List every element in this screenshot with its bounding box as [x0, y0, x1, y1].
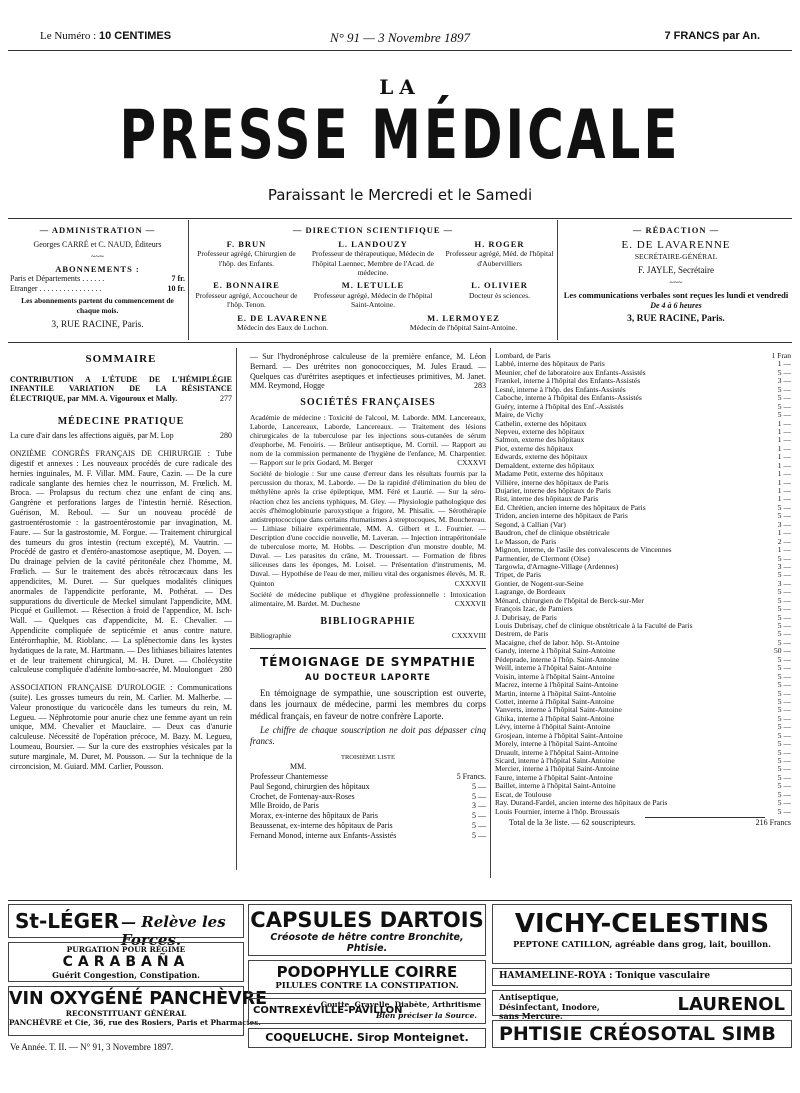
- subscriber-row: [495, 605, 791, 613]
- subscriber-amount: 1 —: [777, 494, 791, 504]
- ad-capsules-dartois: CAPSULES DARTOIS Créosote de hêtre contre Bronchite, Phtisie.: [248, 904, 486, 956]
- middle-column: [250, 352, 486, 841]
- director-lermoyez: M. LERMOYEZ Médecin de l'hôpital Saint-Antoine.: [409, 312, 518, 333]
- subscriber-row: [495, 757, 791, 765]
- temoignage-subheading: AU DOCTEUR LAPORTE: [305, 673, 431, 684]
- subscriber-name: Segond, à Callian (Var): [495, 520, 566, 529]
- director-brun: F. BRUN Professeur agrégé, Chirurgien de l'hôp. des Enfants.: [197, 238, 296, 268]
- subscriber-row: [495, 512, 791, 520]
- subscriber-amount: 1 —: [777, 418, 791, 428]
- redaction-secretary: F. JAYLE, Secrétaire: [638, 264, 714, 275]
- subscriber-row: [250, 821, 486, 831]
- subscriber-amount: 3 —: [777, 561, 791, 571]
- subscriber-name: Fernand Monod, interne aux Enfants-Assistés: [250, 830, 397, 840]
- subscriber-row: [495, 664, 791, 672]
- subscriber-name: Madame Petit, externe des hôpitaux: [495, 470, 604, 479]
- subscriber-amount: 5 —: [777, 384, 791, 394]
- ad-creosotal: PHTISIE CRÉOSOTAL SIMB: [492, 1020, 792, 1048]
- column-divider: [490, 348, 491, 878]
- subscriber-name: Paul Segond, chirurgien des hôpitaux: [250, 781, 370, 791]
- subscriber-row: [495, 588, 791, 596]
- subscriber-amount: 5 —: [777, 781, 791, 791]
- subscriber-amount: 5 —: [777, 671, 791, 681]
- societes-heading: SOCIÉTÉS FRANÇAISES: [300, 397, 436, 409]
- redaction-name: E. DE LAVARENNE: [621, 238, 731, 251]
- subscriber-row: [495, 782, 791, 790]
- subscriber-row: [495, 436, 791, 444]
- subscriber-name: J. Dubrisay, de Paris: [495, 613, 557, 622]
- subscriber-amount: 3 —: [777, 578, 791, 588]
- subscriber-name: Sicard, interne à l'hôpital Saint-Antoine: [495, 757, 615, 765]
- redaction-address: 3, RUE RACINE, Paris.: [627, 313, 725, 324]
- subscriber-name: Louis Fournier, interne à l'hôp. Broussais: [495, 807, 620, 816]
- subscriber-amount: 5 —: [777, 806, 791, 816]
- subscriber-row: [495, 715, 791, 723]
- subscriber-name: Faure, interne à l'hôpital Saint-Antoine: [495, 773, 613, 782]
- temoignage-text: En témoignage de sympathie, une souscription est ouverte, dans les journaux de médecine, parmi les membres du corps médical français, en faveur de notre confrère Laporte.: [250, 687, 486, 721]
- subscriber-row: [495, 732, 791, 740]
- subscriber-row: [495, 487, 791, 495]
- sommaire-column: [10, 350, 232, 772]
- subscriber-name: Pédeprade, interne à l'hôp. Saint-Antoine: [495, 655, 620, 664]
- subscriber-row: [495, 698, 791, 706]
- subscriber-amount: 5 —: [777, 553, 791, 563]
- temoignage-heading: TÉMOIGNAGE DE SYMPATHIE: [260, 655, 476, 670]
- ad-stleger: St-LÉGER — Relève les Forces.: [8, 904, 244, 938]
- masthead-la: LA: [379, 75, 421, 99]
- subscriber-amount: 5 —: [777, 756, 791, 765]
- director-lavarenne: E. DE LAVARENNE Médecin des Eaux de Luchon.: [236, 312, 328, 333]
- subscriptions-heading: ABONNEMENTS :: [55, 263, 140, 274]
- article-cure-air: La cure d'air dans les affections aiguës, par M. Lop 280: [10, 431, 232, 441]
- subscriber-row: [495, 495, 791, 503]
- subscriber-amount: 5 —: [777, 570, 791, 580]
- subscriber-amount: 5 —: [777, 789, 791, 799]
- right-column: [495, 352, 791, 828]
- subscriber-name: Caboche, interne à l'hôpital des Enfants-Assistés: [495, 394, 642, 403]
- subscriber-name: Villière, interne des hôpitaux de Paris: [495, 478, 609, 487]
- subscriber-row: [495, 639, 791, 647]
- subscriber-row: [495, 614, 791, 622]
- subscriber-name: Macaigne, chef de labor. hôp. St-Antoine: [495, 638, 620, 647]
- subscriber-name: Lesné, interne à l'hôp. des Enfants-Assistés: [495, 385, 626, 394]
- subscriber-amount: 5 —: [777, 502, 791, 512]
- administration-box: [10, 225, 185, 340]
- subscriber-name: Druault, interne à l'hôpital Saint-Antoine: [495, 748, 619, 757]
- subscriber-row: [495, 799, 791, 807]
- subscriber-amount: 5 —: [777, 772, 791, 782]
- medecine-pratique-heading: MÉDECINE PRATIQUE: [57, 416, 185, 427]
- subscriber-name: Meunier, chef de laboratoire aux Enfants-Assistés: [495, 368, 646, 377]
- subscriber-row: [250, 801, 486, 811]
- subscriber-amount: 5 —: [777, 654, 791, 664]
- ad-carabana: PURGATION POUR RÉGIME CARABAÑA Guérit Congestion, Constipation.: [8, 942, 244, 982]
- issue-line: [40, 30, 760, 48]
- subscriber-row: [495, 360, 791, 368]
- ad-hamameline: HAMAMELINE-ROYA : Tonique vasculaire: [492, 968, 792, 986]
- subscriber-name: Edwards, externe des hôpitaux: [495, 453, 588, 462]
- subscriber-amount: 5 —: [777, 629, 791, 639]
- ad-panchevre: VIN OXYGÉNÉ PANCHÈVRE RECONSTITUANT GÉNÉRAL PANCHÈVRE et Cie, 36, rue des Rosiers, Paris et Pharmacies.: [8, 986, 244, 1036]
- subscriber-row: [495, 529, 791, 537]
- subscriber-amount: 1 —: [777, 426, 791, 436]
- subscriber-amount: 5 —: [777, 722, 791, 732]
- subscriber-name: Ménard, chirurgien de l'hôpital de Berck-sur-Mer: [495, 596, 645, 605]
- subscriber-row: [495, 774, 791, 782]
- subscriber-row: [495, 453, 791, 461]
- admin-address: 3, RUE RACINE, Paris.: [51, 320, 144, 330]
- subscriber-amount: 5 —: [777, 705, 791, 715]
- price-label: Le Numéro : 10 CENTIMES: [40, 30, 172, 42]
- subscriber-amount: 5 —: [472, 791, 486, 801]
- subscriber-name: Weill, interne à l'hôpital Saint-Antoine: [495, 664, 612, 673]
- subscriber-row: [495, 521, 791, 529]
- subscriber-name: Mlle Broido, de Paris: [250, 801, 319, 811]
- subscriber-name: Lévy, interne à l'hôpital Saint-Antoine: [495, 723, 611, 732]
- subscriber-amount: 1 Fran: [771, 351, 791, 360]
- divider: [188, 220, 189, 340]
- subscriber-row: [250, 782, 486, 792]
- subscriber-name: Frænkel, interne à l'hôpital des Enfants-Assistés: [495, 377, 641, 386]
- subscriber-name: Targowla, d'Arnagne-Village (Ardennes): [495, 562, 619, 571]
- subscriber-name: Baillet, interne à l'hôpital Saint-Antoine: [495, 782, 616, 791]
- subscriber-row: [495, 352, 791, 360]
- subscriber-row: [495, 479, 791, 487]
- subscriber-row: [495, 673, 791, 681]
- bibliographie-entry: Bibliographie CXXXVIII: [250, 631, 486, 641]
- subscriber-amount: 5 —: [777, 663, 791, 673]
- subscriber-name: Crochet, de Fontenay-aux-Roses: [250, 791, 355, 801]
- subscription-list-middle: [250, 772, 486, 841]
- subscriber-row: [495, 462, 791, 470]
- subscriber-row: [495, 470, 791, 478]
- subscriber-amount: 5 —: [777, 587, 791, 597]
- ad-laurenol: Antiseptique, Désinfectant, Inodore, sans Mercure. LAURENOL: [492, 990, 792, 1016]
- subscriber-name: Ray. Durand-Fardel, ancien interne des hôpitaux de Paris: [495, 799, 668, 808]
- subscriber-row: [250, 792, 486, 802]
- subscriber-amount: 5 —: [777, 410, 791, 420]
- subscriber-name: Parmentier, de Clermont (Oise): [495, 554, 590, 563]
- subscriber-row: [495, 563, 791, 571]
- subscriber-amount: 1 —: [777, 460, 791, 470]
- societe-biologie: Société de biologie : Sur une cause d'erreur dans les résultats fournis par la percussion du thorax, M. Laborde. — De la rapidité d'élimination du bleu de méthylène après la crise épileptique, MM. Féré et Laurié. — Sur la séro-réaction chez les anciens typhiques, M. Gley. — Physiologie pathologique des accès d'hémoglobinurie paroxystique a frigore, M. Phisalix. — Sérothérapie antistreptococcique dans certains rhumatismes à streptocoques, M. Bouchereau. — Lithiase biliaire expérimentale, MM. A. Gilbert et L. Fournier. — Description d'une coccidie nouvelle, M. Laveran. — Injection intrapéritonéale de tuberculose morte, M. Hobbs. — Description d'un monstre double, M. Duval. — Les parasites du crâne, M. Trouessart. — Formation de fibres siliceuses dans les éponges, M. Loisel. — Présentation d'instruments, M. Duval. — Hypothèse de l'eau de mer, milieu vital des organismes élevés, M. R. Quinton CXXXVII: [250, 469, 487, 588]
- direction-box: [192, 225, 554, 340]
- subscriber-amount: 5 —: [777, 688, 791, 698]
- subscriber-row: [495, 386, 791, 394]
- subscriber-name: Ed. Chrétien, ancien interne des hôpitaux de Paris: [495, 503, 646, 512]
- subscriber-row: [495, 445, 791, 453]
- ad-coqueluche: COQUELUCHE. Sirop Monteignet.: [248, 1028, 486, 1048]
- subscriber-amount: 5 —: [777, 595, 791, 605]
- subscriber-amount: 1 —: [777, 435, 791, 445]
- subscriber-amount: 5 —: [472, 830, 486, 840]
- article-hemiplegie: CONTRIBUTION A L'ÉTUDE DE L'HÉMIPLÉGIE INFANTILE VARIATION DE LA RÉSISTANCE ÉLECTRIQUE, par MM. A. Vigouroux et Mally. 277: [10, 374, 232, 404]
- subscriber-row: [495, 597, 791, 605]
- subscriber-name: Guéry, interne à l'hôpital des Enf.-Assistés: [495, 402, 624, 411]
- issue-number-date: N° 91 — 3 Novembre 1897: [329, 30, 471, 45]
- temoignage-note: Le chiffre de chaque souscription ne doit pas dépasser cinq francs.: [250, 724, 486, 747]
- administration-heading: — ADMINISTRATION —: [39, 225, 156, 235]
- subscriber-row: [495, 420, 791, 428]
- header-top-rule: [8, 218, 792, 219]
- divider: [250, 648, 486, 649]
- subscriber-name: Baudron, chef de clinique obstétricale: [495, 529, 610, 538]
- academie-medecine: Académie de médecine : Toxicité de l'alcool, M. Laborde. MM. Lancereaux, Laborde, Lancereaux, Laborde, Lancereaux. — Traitement des lésions chirurgicales de la tuberculose par les injections sous-cutanées de sérum d'euphorbe, M. Fenoiris. — Brûleur antiseptique, M. Cornil. — Rapport au nom de la commission permanente de l'hygiène de l'enfance, M. Charpentier. — Rapport sur le prix Godard, M. Berger CXXXVI: [250, 412, 486, 468]
- subscription-list-right: [495, 352, 791, 816]
- mm-label: MM.: [290, 762, 307, 772]
- subscriber-name: Morax, ex-interne des hôpitaux de Paris: [250, 811, 378, 821]
- association-urologie: ASSOCIATION FRANÇAISE D'UROLOGIE : Communications (suite). Les grosses tumeurs du rein, M. Carlier. M. Malherbe. — Valeur pronostique du varicocèle dans les tumeurs du rein, M. Legueu. — Néphrotomie pour anurie chez une femme ayant un rein unique, MM. Chevalier et Mauclaire. — Deux cas d'anurie calculeuse. Nécessité de l'opération précoce, M. Bazy. M. Legueu, Loumeau, Boursier. — Sur la cure des exstrophies vésicales par la suture marginale, M. Duret, M. Pousson. — Sur la technique de la circoncision, M. Guiard. MM. Carlier, Pousson.: [10, 683, 232, 771]
- subscriber-row: [495, 538, 791, 546]
- subscriber-amount: 1 —: [777, 452, 791, 462]
- subscriber-amount: 5 —: [777, 401, 791, 411]
- ads-top-rule: [8, 900, 792, 901]
- subscriber-name: Lagrange, de Bordeaux: [495, 588, 566, 597]
- subscriber-row: [495, 690, 791, 698]
- subscriber-row: [495, 723, 791, 731]
- price-abroad: Etranger . . . . . . . . . . . . . . . . 10 fr.: [10, 284, 185, 294]
- subscriber-row: [495, 571, 791, 579]
- subscriber-name: Lombard, de Paris: [495, 352, 551, 360]
- divider: [557, 220, 558, 340]
- subscriber-amount: 5 —: [777, 713, 791, 723]
- subscriber-amount: 5 —: [777, 764, 791, 774]
- subscriber-amount: 3 —: [777, 376, 791, 386]
- subscriber-amount: 1 —: [777, 545, 791, 555]
- subscriber-row: [495, 504, 791, 512]
- subscriber-name: Louis Dubrisay, chef de clinique obstétricale à la Faculté de Paris: [495, 622, 693, 630]
- masthead-title: PRESSE MÉDICALE: [119, 96, 681, 175]
- subscriber-row: [495, 377, 791, 385]
- subscriber-row: [495, 647, 791, 655]
- subscriber-amount: 5 —: [777, 739, 791, 749]
- subscriber-amount: 50 —: [774, 646, 791, 656]
- footer-line: Ve Année. T. II. — N° 91, 3 Novembre 1897.: [10, 1042, 174, 1052]
- subscriber-amount: 5 —: [472, 821, 486, 831]
- subscriber-row: [495, 369, 791, 377]
- subscriber-amount: 5 —: [777, 393, 791, 403]
- director-landouzy: L. LANDOUZY Professeur de thérapeutique, Médecin de l'hôpital Laennec, Membre de l'Acad. de médecine.: [311, 238, 435, 277]
- subscriber-name: Gontier, de Nogent-sur-Seine: [495, 579, 584, 588]
- subscriber-row: [495, 681, 791, 689]
- subscriber-name: Le Masson, de Paris: [495, 537, 557, 546]
- urologie-continued: — Sur l'hydronéphrose calculeuse de la première enfance, M. Léon Bernard. — Des urétrites non gonococciques, M. Jules Eraud. — Quelques cas d'urétrites aseptiques et infectieuses primitives, M. Janet. MM. Reymond, Hogge 283: [250, 352, 486, 391]
- annual-price: 7 FRANCS par An.: [664, 30, 760, 42]
- subscriber-amount: 1 —: [777, 443, 791, 453]
- subscriber-name: Voisin, interne à l'hôpital Saint-Antoine: [495, 672, 615, 681]
- subscriber-amount: 5 —: [777, 637, 791, 647]
- ad-podophylle: PODOPHYLLE COIRRE PILULES CONTRE LA CONSTIPATION.: [248, 960, 486, 994]
- subscriber-amount: 5 —: [777, 747, 791, 757]
- subscriber-row: [495, 546, 791, 554]
- subscriber-row: [495, 749, 791, 757]
- subscriber-name: Grosjean, interne à l'hôpital Saint-Antoine: [495, 731, 623, 740]
- sommaire-heading: SOMMAIRE: [85, 353, 157, 365]
- column-divider: [236, 348, 237, 870]
- subscriber-name: Labbé, interne des hôpitaux de Paris: [495, 360, 605, 369]
- societe-hygiene: Société de médecine publique et d'hygiène professionnelle : Intoxication alimentaire, M. Bardet. M. Duchesne CXXXVII: [250, 589, 486, 608]
- subscriber-name: Dujarier, interne des hôpitaux de Paris: [495, 487, 611, 495]
- subscriber-amount: 1 —: [777, 469, 791, 479]
- subscriber-name: Cathelin, externe des hôpitaux: [495, 419, 587, 428]
- subscriber-name: Mignon, interne, de l'asile des convalescents de Vincennes: [495, 546, 672, 555]
- redaction-communications: Les communications verbales sont reçues les lundi et vendredi: [563, 290, 789, 300]
- subscriber-row: [495, 394, 791, 402]
- subscriber-amount: 5 —: [777, 612, 791, 622]
- subscriber-name: Escat, de Toulouse: [495, 790, 552, 799]
- subscriber-name: Mercier, interne à l'hôpital Saint-Antoine: [495, 765, 620, 774]
- subscriber-name: Salmon, externe des hôpitaux: [495, 436, 585, 445]
- subscription-total: Total de la 3e liste. — 62 souscripteurs. 216 Francs: [509, 818, 791, 828]
- subscriber-amount: 5 —: [472, 811, 486, 821]
- subscriber-name: Maire, de Vichy: [495, 411, 544, 420]
- subscriber-amount: 1 —: [777, 477, 791, 487]
- subscriber-amount: 1 —: [777, 359, 791, 369]
- subscriber-name: Destrem, de Paris: [495, 630, 549, 639]
- director-olivier: L. OLIVIER Docteur ès sciences.: [469, 280, 531, 300]
- subscriber-name: Beaussenat, ex-interne des hôpitaux de Paris: [250, 821, 393, 831]
- third-list-heading: TROISIÈME LISTE: [341, 754, 395, 762]
- subscriber-amount: 5 —: [777, 696, 791, 706]
- bibliographie-heading: BIBLIOGRAPHIE: [320, 615, 416, 627]
- subscriber-name: Vanverts, interne à l'hôpital Saint-Antoine: [495, 706, 622, 715]
- subscriber-row: [495, 580, 791, 588]
- header-bottom-rule: [8, 342, 792, 343]
- ornament: ~~~: [91, 251, 104, 261]
- subscriber-name: Demaldent, externe des hôpitaux: [495, 461, 595, 470]
- subscriber-name: Rist, interne des hôpitaux de Paris: [495, 495, 599, 504]
- subscriber-amount: 5 —: [777, 367, 791, 377]
- subscriber-name: Morely, interne à l'hôpital Saint-Antoine: [495, 740, 618, 749]
- subscriber-amount: 3 —: [777, 519, 791, 529]
- subscriber-row: [495, 706, 791, 714]
- redaction-hours: De 4 à 6 heures: [650, 300, 702, 310]
- subscriber-row: [495, 555, 791, 563]
- subscriber-amount: 5 Francs.: [456, 771, 486, 781]
- subscriber-name: Cottet, interne à l'hôpital Saint-Antoine: [495, 697, 614, 706]
- director-roger: H. ROGER Professeur agrégé, Méd. de l'hôpital d'Aubervilliers: [445, 238, 554, 268]
- editors: Georges CARRÉ et C. NAUD, Éditeurs: [33, 239, 162, 249]
- congres-chirurgie: ONZIÈME CONGRÈS FRANÇAIS DE CHIRURGIE : Tube digestif et annexes : Les nouveaux procédés de cure radicale des hernies inguinales, M. F. Villar. MM. Faure, Cazin. — De la cure radicale sanglante des hernies chez le nourrisson, M. Frœlich. M. Broca. — Prolapsus du rectum chez une enfant de cinq ans. Gangrène et perforations larges de l'intestin hernié. Résection. Guérison, M. Reboul. — Sur un nouveau procédé de gastroentérostomie : la gastroentérostomie par invagination, M. Faure. — Sur la gastrostomie, M. Forgue. — Traitement chirurgical des tumeurs du gros intestin (rectum excepté), M. Vautrin. — Procédé de gastro et d'entéro-anastomose aseptique, M. Doyen. — Du drainage pelvien de la cavité péritonéale chez l'homme, M. Frœlich. — Sur le traitement des abcès rétrocæcaux dans les appendicites, M. Duret. — Sur quelques modalités cliniques anormales de l'appendicite perforante, M. Pothérat. — Des suppurations du diverticule de Meckel simulant l'appendicite, MM. Picqué et Guillemot. — Résection à froid de l'appendice, M. Isch-Wall. — Quelques cas d'appendicite, M. E. Chevalier. — Appendicite compliquée de septicémie et anus contre nature. Entérorrhaphie, M. Rioblanc. — La splénectomie dans les kystes hydatiques de la rate, M. Hartmann. — Des lithiases biliaires latentes et de leur traitement chirurgical, M. H. Duret. — Cholécystite calculeuse compliquée d'adénite lombo-sacrée, M. Moulonguet 280: [10, 449, 232, 675]
- subscriber-amount: 5 —: [777, 680, 791, 690]
- subscription-note: Les abonnements partent du commencement de chaque mois.: [21, 296, 174, 315]
- subscriber-row: [495, 791, 791, 799]
- masthead-subtitle: Paraissant le Mercredi et le Samedi: [267, 186, 533, 204]
- subscriber-row: [495, 403, 791, 411]
- ad-vichy-celestins: VICHY-CELESTINS PEPTONE CATILLON, agréable dans grog, lait, bouillon.: [492, 904, 792, 964]
- subscriber-name: Tridon, ancien interne des hôpitaux de Paris: [495, 512, 628, 521]
- subscriber-amount: 3 —: [472, 801, 486, 811]
- subscriber-name: Piot, externe des hôpitaux: [495, 444, 574, 453]
- subscriber-amount: 2 —: [777, 536, 791, 546]
- subscriber-row: [250, 831, 486, 841]
- subscriber-amount: 5 —: [777, 604, 791, 614]
- subscriber-name: Martin, interne à l'hôpital Saint-Antoine: [495, 689, 617, 698]
- redaction-role: SECRÉTAIRE-GÉNÉRAL: [634, 252, 718, 262]
- subscriber-name: Ghika, interne à l'hôpital Saint-Antoine: [495, 714, 614, 723]
- subscriber-amount: 5 —: [777, 621, 791, 630]
- subscriber-amount: 5 —: [777, 511, 791, 521]
- subscriber-amount: 1 —: [777, 528, 791, 538]
- direction-heading: — DIRECTION SCIENTIFIQUE —: [292, 225, 454, 235]
- subscriber-row: [495, 622, 791, 630]
- director-letulle: M. LETULLE Professeur agrégé, Médecin de l'hôpital Saint-Antoine.: [313, 280, 433, 310]
- subscriber-name: Tripet, de Paris: [495, 571, 542, 580]
- ad-contrexeville: CONTREXÉVILLE-PAVILLON Goutte, Gravelle, Diabète, Arthritisme Bien préciser la Source.: [248, 998, 486, 1024]
- subscriber-name: François Izac, de Pamiers: [495, 605, 573, 614]
- subscriber-row: [495, 428, 791, 436]
- subscriber-row: [495, 808, 791, 816]
- subscriber-row: [250, 772, 486, 782]
- subscriber-row: [495, 411, 791, 419]
- subscriber-amount: 5 —: [777, 798, 791, 808]
- subscriber-name: Gandy, interne à l'hôpital Saint-Antoine: [495, 647, 616, 656]
- subscriber-row: [495, 765, 791, 773]
- top-rule: [8, 50, 792, 51]
- redaction-box: [561, 225, 791, 340]
- subscriber-amount: 5 —: [472, 781, 486, 791]
- redaction-heading: — RÉDACTION —: [632, 225, 720, 235]
- subscriber-row: [495, 656, 791, 664]
- price-paris: Paris et Départements . . . . . . 7 fr.: [10, 274, 185, 284]
- subscriber-amount: 5 —: [777, 730, 791, 740]
- ornament: ~~~: [669, 278, 683, 287]
- subscriber-name: Macrez, interne à l'hôpital Saint-Antoine: [495, 681, 619, 690]
- subscriber-row: [495, 740, 791, 748]
- subscriber-amount: 1 —: [777, 486, 791, 495]
- subscriber-row: [250, 811, 486, 821]
- subscriber-name: Nepveu, externe des hôpitaux: [495, 427, 585, 436]
- subscriber-row: [495, 630, 791, 638]
- director-bonnaire: E. BONNAIRE Professeur agrégé, Accoucheur de l'hôp. Tenon.: [195, 280, 298, 310]
- subscriber-name: Professeur Chantemesse: [250, 771, 328, 781]
